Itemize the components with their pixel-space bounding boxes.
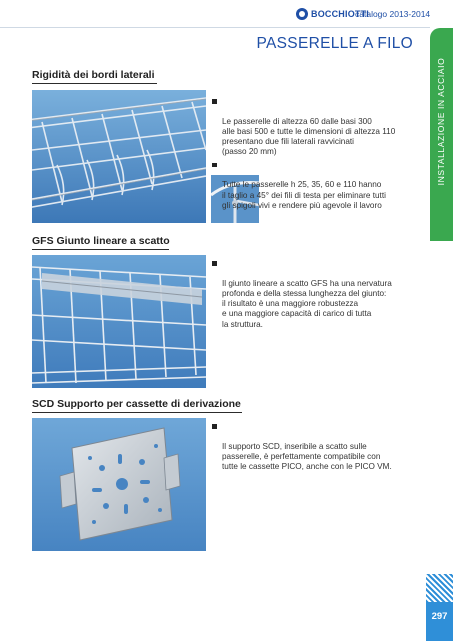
list-item [211,96,416,158]
section-title-rigidity: Rigidità dei bordi laterali [32,69,155,81]
page-number-box [426,602,453,641]
brand-mark-icon [296,8,308,20]
side-tab-label: INSTALLAZIONE IN ACCIAIO [436,57,446,186]
section-title-scd: SCD Supporto per cassette di derivazione [32,398,241,410]
bullet-list-gfs [211,258,416,332]
bullet-list-rigidity [211,96,416,213]
list-item [211,258,416,330]
side-tab [430,28,453,241]
scd-support-photo [32,418,206,551]
section-underline [32,412,242,413]
list-item [211,160,416,211]
bullet-text: Le passerelle di altezza 60 dalle basi 300 alle basi 500 e tutte le dimensioni di altezza 110 presentano due fili laterali ravvicinati (passo 20 mm) [222,116,396,157]
bullet-square-icon [212,261,217,266]
gfs-joint-photo [32,255,206,388]
section-underline [32,249,169,250]
page-number: 297 [431,611,448,622]
brand-name: BOCCHIOTTI [311,9,369,19]
bullet-text: Il supporto SCD, inseribile a scatto sulle passerelle, è perfettamente compatibile con tutte le cassette PICO, anche con le PICO VM. [222,441,392,472]
bullet-text: Il giunto lineare a scatto GFS ha una nervatura profonda e della stessa lunghezza del giunto: il risultato è una maggiore robustezza e una maggiore capacità di carico di tutta la struttura. [222,278,392,329]
section-underline [32,83,157,84]
bullet-text: Tutte le passerelle h 25, 35, 60 e 110 hanno il taglio a 45° dei fili di testa per eliminare tutti gli spigoli vivi e rendere più agevole il lavoro [222,180,386,210]
header-divider [0,27,430,28]
bullet-square-icon [212,163,217,168]
bullet-square-icon [212,424,217,429]
section-title-gfs: GFS Giunto lineare a scatto [32,235,170,247]
bullet-square-icon [212,99,217,104]
page-title: PASSERELLE A FILO [256,35,413,52]
catalog-label: catalogo 2013-2014 [355,9,431,19]
page-header [0,0,453,28]
bullet-list-scd [211,421,416,474]
page-number-stripes [426,574,453,602]
list-item [211,421,416,472]
wire-tray-photo [32,90,206,223]
